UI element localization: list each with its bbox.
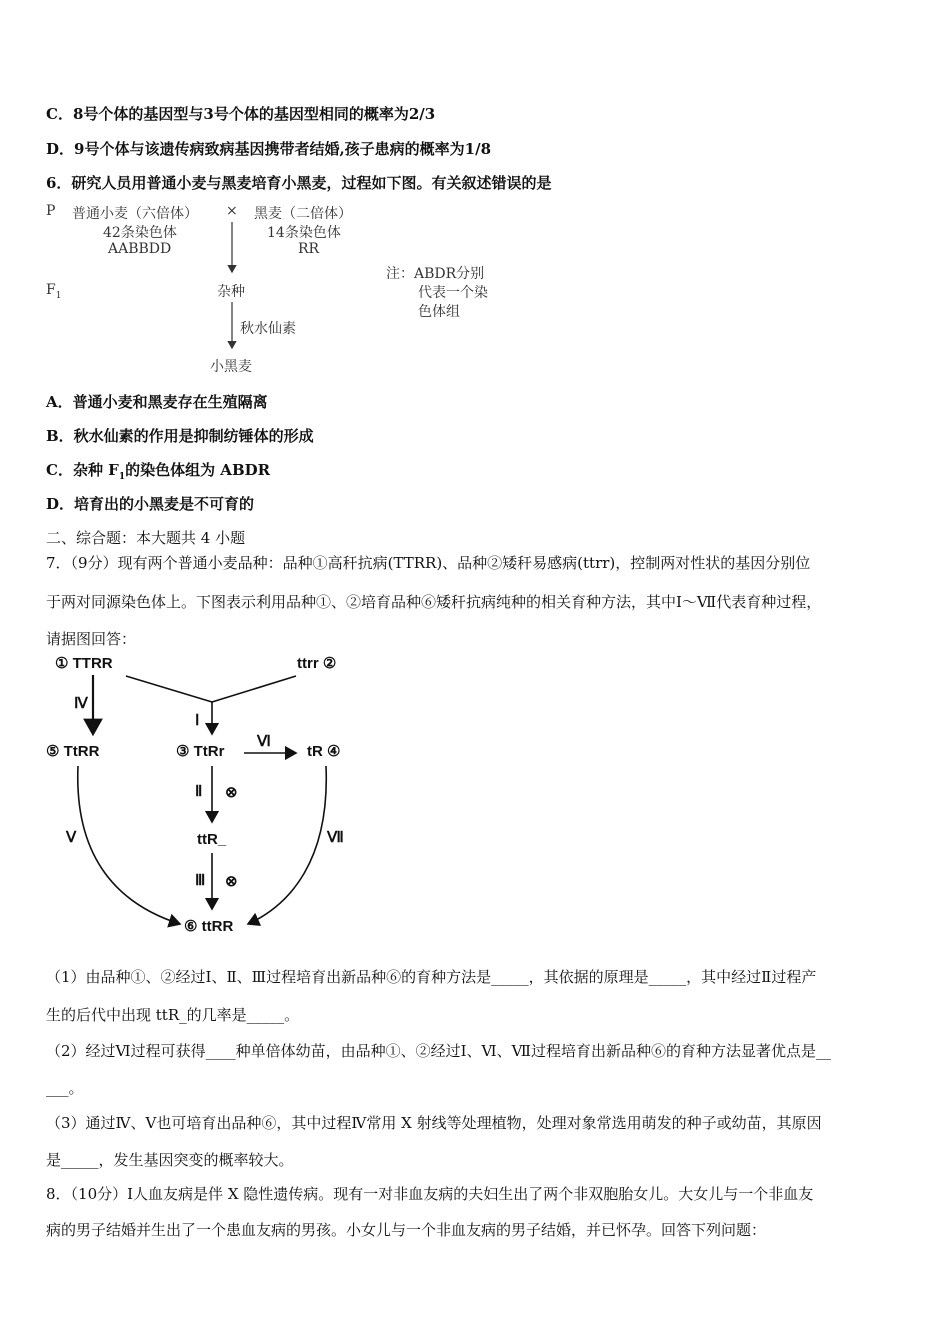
q5-option-c: C．8号个体的基因型与3号个体的基因型相同的概率为2/3 — [46, 105, 436, 123]
fig2-selfing-2: ⊗ — [225, 873, 238, 890]
fig2-node-5: ⑤ TtRR — [46, 743, 100, 760]
fig1-f1-label: $F_1$ — [46, 282, 62, 301]
fig2-node-1: ① TTRR — [55, 655, 113, 672]
fig2-mid-genotype: ttR_ — [197, 831, 227, 848]
q6-option-c: C．杂种 $F_1$的染色体组为 ABDR — [46, 461, 271, 482]
q7-sub1-line1: （1）由品种①、②经过Ⅰ、Ⅱ、Ⅲ过程培育出新品种⑥的育种方法是_____，其依据的原理是_____，其中经过Ⅱ过程产 — [46, 968, 817, 986]
fig1-parent2: 黑麦（二倍体） — [254, 206, 352, 222]
fig1-p2-genome: RR — [298, 241, 320, 257]
fig2-process-6: Ⅵ — [257, 733, 271, 750]
fig2-selfing-1: ⊗ — [225, 784, 238, 801]
fig1-cross: × — [226, 203, 238, 219]
fig2-node-6: ⑥ ttRR — [184, 918, 234, 935]
q6-option-b: B．秋水仙素的作用是抑制纺锤体的形成 — [46, 427, 314, 445]
q7-stem-line1: 7．（9分）现有两个普通小麦品种：品种①高秆抗病(TTRR)、品种②矮秆易感病(ttrr)，控制两对性状的基因分别位 — [46, 554, 811, 572]
fig2-node-2: ttrr ② — [297, 655, 337, 672]
fig1-note-line3: 色体组 — [418, 304, 460, 320]
q8-stem-line1: 8．（10分）Ⅰ人血友病是伴 X 隐性遗传病。现有一对非血友病的夫妇生出了两个非双胞胎女儿。大女儿与一个非血友 — [46, 1185, 814, 1203]
q5-option-d: D．9号个体与该遗传病致病基因携带者结婚,孩子患病的概率为1/8 — [46, 140, 492, 158]
fig2-process-3: Ⅲ — [195, 872, 206, 889]
q6-option-a: A．普通小麦和黑麦存在生殖隔离 — [46, 393, 268, 411]
q7-sub1-line2: 生的后代中出现 ttR_的几率是_____。 — [46, 1006, 300, 1024]
fig2-process-1: Ⅰ — [195, 712, 200, 729]
fig2-node-4: tR ④ — [307, 743, 341, 760]
section-heading: 二、综合题：本大题共 4 小题 — [46, 529, 246, 547]
q6-option-d: D．培育出的小黑麦是不可育的 — [46, 495, 255, 513]
fig1-product: 小黑麦 — [210, 359, 252, 375]
q7-sub3-line2: 是_____，发生基因突变的概率较大。 — [46, 1151, 294, 1169]
q7-sub2-line2: ___。 — [46, 1079, 84, 1097]
q6-stem: 6．研究人员用普通小麦与黑麦培育小黑麦，过程如下图。有关叙述错误的是 — [46, 174, 552, 192]
q7-sub3-line1: （3）通过Ⅳ、Ⅴ也可培育出品种⑥，其中过程Ⅳ常用 X 射线等处理植物，处理对象常选用萌发的种子或幼苗，其原因 — [46, 1114, 822, 1132]
fig2-process-4: Ⅳ — [74, 695, 88, 712]
fig2-process-2: Ⅱ — [195, 783, 203, 800]
q8-stem-line2: 病的男子结婚并生出了一个患血友病的男孩。小女儿与一个非血友病的男子结婚，并已怀孕。回答下列问题： — [46, 1221, 767, 1239]
fig1-note-line2: 代表一个染 — [418, 285, 488, 301]
fig1-p2-chrom: 14条染色体 — [267, 225, 341, 241]
fig2-process-5: Ⅴ — [66, 829, 77, 846]
fig2-node-3: ③ TtRr — [176, 743, 225, 760]
fig2-process-7: Ⅶ — [327, 829, 344, 846]
fig1-note-line1: 注：ABDR分别 — [386, 266, 485, 282]
fig1-p1-genome: AABBDD — [108, 241, 172, 257]
fig1-parent1: 普通小麦（六倍体） — [72, 206, 198, 222]
fig1-treatment: 秋水仙素 — [240, 321, 296, 337]
q7-stem-line2: 于两对同源染色体上。下图表示利用品种①、②培育品种⑥矮秆抗病纯种的相关育种方法，其中Ⅰ～Ⅶ代表育种过程， — [46, 593, 822, 611]
q7-sub2-line1: （2）经过Ⅵ过程可获得____种单倍体幼苗，由品种①、②经过Ⅰ、Ⅵ、Ⅶ过程培育出新品种⑥的育种方法显著优点是__ — [46, 1042, 832, 1060]
fig1-hybrid: 杂种 — [217, 284, 245, 300]
fig1-p-label: P — [46, 203, 56, 219]
q7-stem-line3: 请据图回答： — [46, 630, 137, 648]
fig1-p1-chrom: 42条染色体 — [103, 225, 177, 241]
